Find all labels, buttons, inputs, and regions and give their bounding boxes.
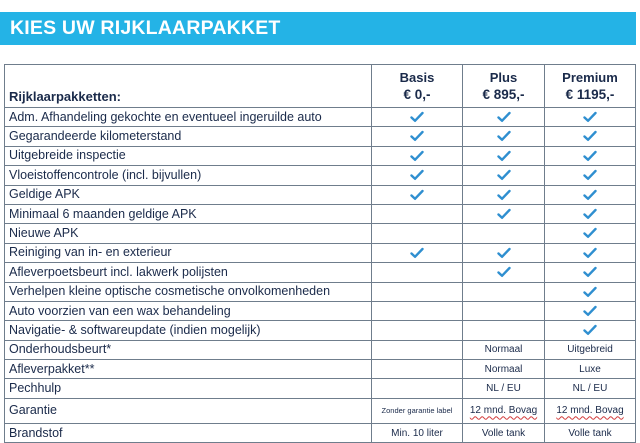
cell-value: NL / EU bbox=[486, 383, 521, 395]
tier-header-premium bbox=[545, 65, 636, 108]
table-row bbox=[5, 321, 636, 340]
table-row bbox=[5, 301, 636, 320]
cell-plus bbox=[463, 224, 545, 243]
cell-plus bbox=[463, 108, 545, 127]
cell-basis bbox=[372, 243, 463, 262]
table-row bbox=[5, 127, 636, 146]
checkmark-icon bbox=[583, 227, 597, 239]
tier-name: Premium bbox=[562, 70, 618, 85]
cell-premium bbox=[545, 282, 636, 301]
cell-basis bbox=[372, 166, 463, 185]
feature-label: Uitgebreide inspectie bbox=[5, 146, 372, 165]
cell-basis bbox=[372, 108, 463, 127]
cell-premium bbox=[545, 146, 636, 165]
cell-plus bbox=[463, 301, 545, 320]
table-row bbox=[5, 379, 636, 398]
checkmark-icon bbox=[497, 247, 511, 259]
cell-value: Uitgebreid bbox=[567, 344, 613, 356]
tier-header-plus bbox=[463, 65, 545, 108]
table-row bbox=[5, 398, 636, 423]
cell-premium bbox=[545, 224, 636, 243]
table-row bbox=[5, 423, 636, 442]
cell-basis bbox=[372, 185, 463, 204]
tier-price: € 0,- bbox=[403, 87, 431, 102]
checkmark-icon bbox=[583, 169, 597, 181]
feature-label: Garantie bbox=[5, 398, 372, 423]
checkmark-icon bbox=[497, 169, 511, 181]
feature-column-header: Rijklaarpakketten: bbox=[5, 65, 372, 108]
cell-premium bbox=[545, 263, 636, 282]
cell-premium bbox=[545, 423, 636, 442]
feature-label: Vloeistoffencontrole (incl. bijvullen) bbox=[5, 166, 372, 185]
cell-value: 12 mnd. Bovag bbox=[556, 405, 624, 417]
package-comparison-table bbox=[4, 64, 636, 443]
tier-name: Basis bbox=[399, 70, 435, 85]
cell-basis bbox=[372, 340, 463, 359]
cell-value: Volle tank bbox=[568, 427, 612, 439]
feature-label: Nieuwe APK bbox=[5, 224, 372, 243]
checkmark-icon bbox=[497, 266, 511, 278]
cell-premium bbox=[545, 340, 636, 359]
feature-label: Auto voorzien van een wax behandeling bbox=[5, 301, 372, 320]
checkmark-icon bbox=[583, 130, 597, 142]
table-row bbox=[5, 263, 636, 282]
checkmark-icon bbox=[583, 111, 597, 123]
checkmark-icon bbox=[497, 189, 511, 201]
table-row bbox=[5, 243, 636, 262]
feature-label: Verhelpen kleine optische cosmetische onvolkomenheden bbox=[5, 282, 372, 301]
checkmark-icon bbox=[410, 169, 424, 181]
checkmark-icon bbox=[497, 150, 511, 162]
header-banner bbox=[0, 12, 636, 45]
cell-premium bbox=[545, 398, 636, 423]
checkmark-icon bbox=[583, 189, 597, 201]
table-row bbox=[5, 108, 636, 127]
cell-plus bbox=[463, 423, 545, 442]
cell-plus bbox=[463, 185, 545, 204]
table-row bbox=[5, 146, 636, 165]
feature-label: Adm. Afhandeling gekochte en eventueel ingeruilde auto bbox=[5, 108, 372, 127]
feature-label: Minimaal 6 maanden geldige APK bbox=[5, 204, 372, 223]
cell-basis bbox=[372, 301, 463, 320]
feature-label: Onderhoudsbeurt* bbox=[5, 340, 372, 359]
cell-basis bbox=[372, 321, 463, 340]
cell-plus bbox=[463, 282, 545, 301]
checkmark-icon bbox=[410, 111, 424, 123]
checkmark-icon bbox=[497, 130, 511, 142]
cell-plus bbox=[463, 146, 545, 165]
feature-label: Brandstof bbox=[5, 423, 372, 442]
checkmark-icon bbox=[410, 150, 424, 162]
table-row bbox=[5, 282, 636, 301]
checkmark-icon bbox=[583, 324, 597, 336]
cell-value: Normaal bbox=[484, 363, 523, 375]
tier-name: Plus bbox=[489, 70, 518, 85]
table-header-row bbox=[5, 65, 636, 108]
cell-basis bbox=[372, 263, 463, 282]
checkmark-icon bbox=[410, 189, 424, 201]
cell-premium bbox=[545, 185, 636, 204]
cell-value: 12 mnd. Bovag bbox=[469, 405, 538, 417]
checkmark-icon bbox=[410, 247, 424, 259]
cell-premium bbox=[545, 204, 636, 223]
checkmark-icon bbox=[583, 286, 597, 298]
cell-plus bbox=[463, 166, 545, 185]
cell-value: Luxe bbox=[579, 363, 601, 375]
tier-header-basis bbox=[372, 65, 463, 108]
cell-value: Min. 10 liter bbox=[391, 427, 443, 439]
cell-premium bbox=[545, 243, 636, 262]
cell-value: NL / EU bbox=[572, 383, 608, 395]
tier-price: € 1195,- bbox=[565, 87, 615, 102]
cell-plus bbox=[463, 360, 545, 379]
cell-plus bbox=[463, 321, 545, 340]
feature-label: Navigatie- & softwareupdate (indien mogelijk) bbox=[5, 321, 372, 340]
feature-label: Afleverpoetsbeurt incl. lakwerk polijsten bbox=[5, 263, 372, 282]
cell-plus bbox=[463, 263, 545, 282]
cell-basis bbox=[372, 379, 463, 398]
cell-premium bbox=[545, 321, 636, 340]
cell-basis bbox=[372, 398, 463, 423]
cell-value: Normaal bbox=[484, 344, 523, 356]
table-row bbox=[5, 224, 636, 243]
checkmark-icon bbox=[583, 150, 597, 162]
cell-value: Volle tank bbox=[481, 427, 526, 439]
cell-basis bbox=[372, 204, 463, 223]
table-row bbox=[5, 204, 636, 223]
cell-basis bbox=[372, 360, 463, 379]
checkmark-icon bbox=[583, 266, 597, 278]
feature-label: Afleverpakket** bbox=[5, 360, 372, 379]
cell-basis bbox=[372, 423, 463, 442]
cell-basis bbox=[372, 224, 463, 243]
table-row bbox=[5, 360, 636, 379]
checkmark-icon bbox=[583, 247, 597, 259]
cell-value: Zonder garantie label bbox=[381, 406, 453, 416]
cell-premium bbox=[545, 108, 636, 127]
cell-plus bbox=[463, 340, 545, 359]
checkmark-icon bbox=[410, 130, 424, 142]
cell-premium bbox=[545, 360, 636, 379]
tier-price: € 895,- bbox=[482, 87, 525, 102]
cell-premium bbox=[545, 379, 636, 398]
table-row bbox=[5, 340, 636, 359]
cell-plus bbox=[463, 127, 545, 146]
table-row bbox=[5, 166, 636, 185]
cell-plus bbox=[463, 398, 545, 423]
cell-premium bbox=[545, 301, 636, 320]
checkmark-icon bbox=[583, 208, 597, 220]
cell-basis bbox=[372, 282, 463, 301]
cell-premium bbox=[545, 127, 636, 146]
cell-plus bbox=[463, 379, 545, 398]
cell-plus bbox=[463, 243, 545, 262]
feature-label: Gegarandeerde kilometerstand bbox=[5, 127, 372, 146]
checkmark-icon bbox=[583, 305, 597, 317]
feature-label: Reiniging van in- en exterieur bbox=[5, 243, 372, 262]
cell-basis bbox=[372, 146, 463, 165]
cell-basis bbox=[372, 127, 463, 146]
cell-plus bbox=[463, 204, 545, 223]
feature-label: Pechhulp bbox=[5, 379, 372, 398]
checkmark-icon bbox=[497, 111, 511, 123]
page-title: KIES UW RIJKLAARPAKKET bbox=[10, 17, 281, 39]
checkmark-icon bbox=[497, 208, 511, 220]
cell-premium bbox=[545, 166, 636, 185]
table-row bbox=[5, 185, 636, 204]
feature-label: Geldige APK bbox=[5, 185, 372, 204]
